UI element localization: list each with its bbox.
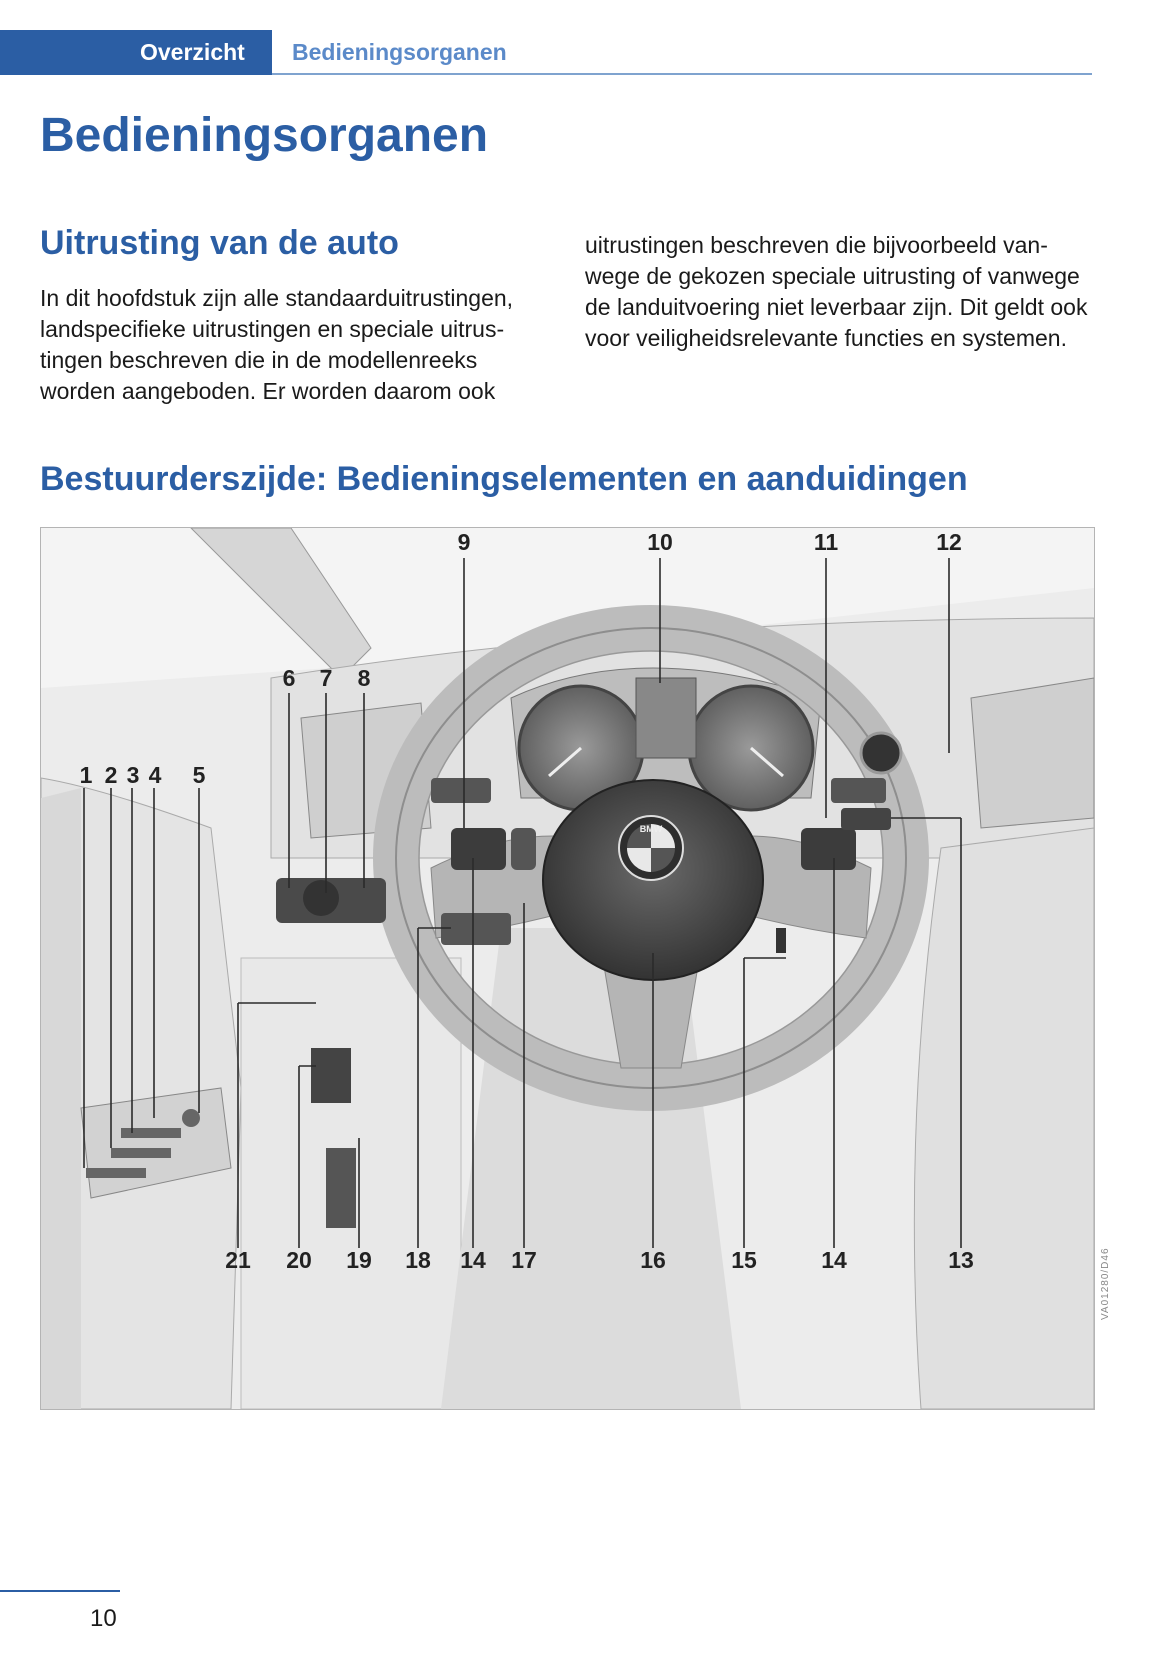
figure-code: VA01280/D46 xyxy=(1100,1247,1111,1320)
callout-11: 11 xyxy=(813,529,839,555)
bmw-badge-text: BMW xyxy=(639,824,663,834)
callout-1: 1 xyxy=(79,762,93,788)
callout-8: 8 xyxy=(357,665,371,691)
paragraph-right-column: uitrustingen beschreven die bijvoorbeeld vanwege de gekozen speciale uitrusting of vanwege de landuitvoering niet leverbaar zijn. Dit geldt ook voor veiligheidsrelevante functies en systemen. xyxy=(585,232,1088,351)
callout-9: 9 xyxy=(457,529,471,555)
footer-rule xyxy=(0,1590,120,1592)
page-number: 10 xyxy=(90,1605,117,1632)
callout-14-right: 14 xyxy=(821,1247,847,1273)
page-title: Bedieningsorganen xyxy=(40,109,489,162)
callout-21: 21 xyxy=(225,1247,251,1273)
callout-16: 16 xyxy=(640,1247,666,1273)
callout-20: 20 xyxy=(286,1247,312,1273)
callout-12: 12 xyxy=(936,529,962,555)
callout-15: 15 xyxy=(731,1247,757,1273)
header-rule xyxy=(272,73,1092,75)
callout-2: 2 xyxy=(104,762,118,788)
cockpit-illustration xyxy=(40,527,1095,1410)
header-section-tab: Overzicht xyxy=(0,30,272,75)
callout-3: 3 xyxy=(126,762,140,788)
callout-4: 4 xyxy=(148,762,162,788)
callout-19: 19 xyxy=(346,1247,372,1273)
callout-6: 6 xyxy=(282,665,296,691)
section-title-driver-side: Bestuurderszijde: Bedieningselementen en aanduidingen xyxy=(40,460,968,498)
paragraph-left-column: In dit hoofdstuk zijn alle standaarduitrustingen, landspecifieke uitrustingen en speciale uitrustingen beschreven die in de modellenreeks worden aangeboden. Er worden daarom ook xyxy=(40,285,514,404)
callout-14-left: 14 xyxy=(460,1247,486,1273)
header-breadcrumb: Bedieningsorganen xyxy=(292,39,507,65)
callout-5: 5 xyxy=(192,762,206,788)
cockpit-drawing xyxy=(41,528,1094,1409)
callout-18: 18 xyxy=(405,1247,431,1273)
section-title-equipment: Uitrusting van de auto xyxy=(40,224,399,262)
callout-10: 10 xyxy=(647,529,673,555)
callout-7: 7 xyxy=(319,665,333,691)
callout-17: 17 xyxy=(511,1247,537,1273)
callout-13: 13 xyxy=(948,1247,974,1273)
